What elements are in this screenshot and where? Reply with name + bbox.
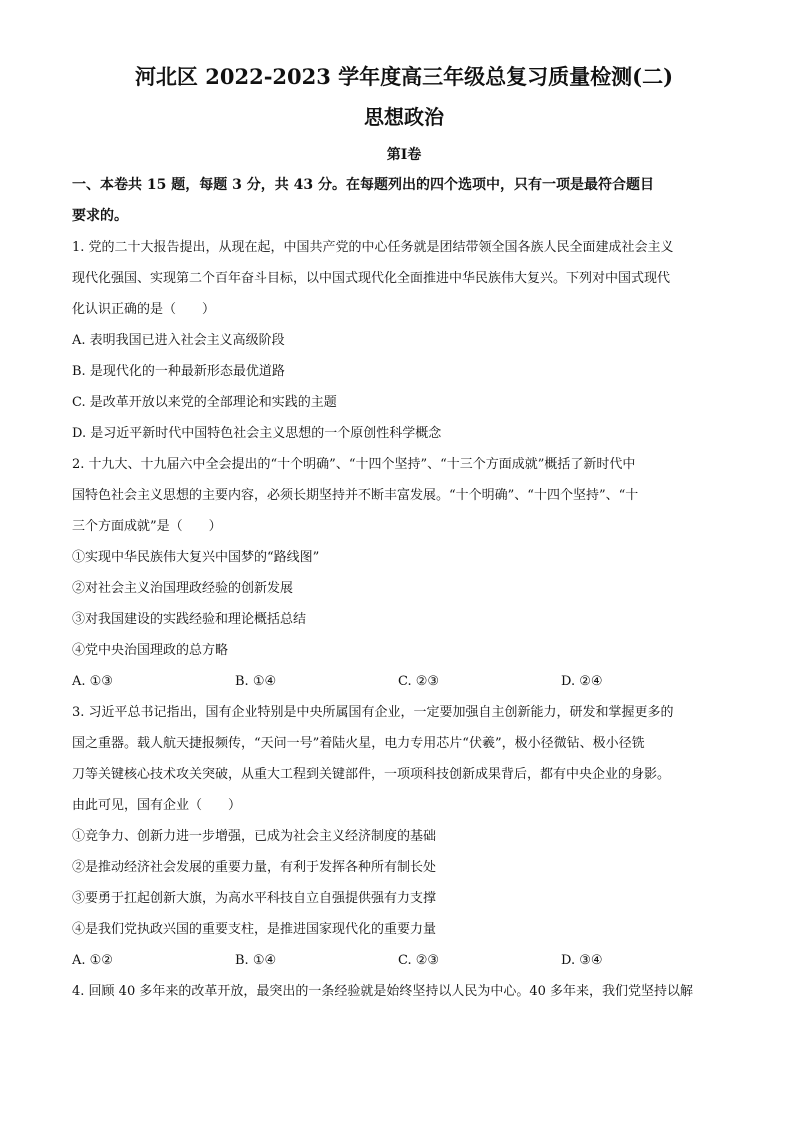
statement-3: ③要勇于扛起创新大旗，为高水平科技自立自强提供强有力支撑: [72, 891, 437, 906]
question-stem-line: 化认识正确的是（ ）: [72, 302, 216, 317]
statement-1: ①实现中华民族伟大复兴中国梦的“路线图”: [72, 550, 320, 565]
option-d: D. 是习近平新时代中国特色社会主义思想的一个原创性科学概念: [72, 426, 442, 441]
question-stem-line: 1. 党的二十大报告提出，从现在起，中国共产党的中心任务就是团结带领全国各族人民全面建成社会主义: [72, 240, 674, 255]
option-a: A. ①②: [72, 953, 113, 968]
option-c: C. 是改革开放以来党的全部理论和实践的主题: [72, 395, 337, 410]
question-stem-line: 由此可见，国有企业（ ）: [72, 798, 242, 813]
option-c: C. ②③: [398, 674, 440, 689]
question-stem-line: 4. 回顾 40 多年来的改革开放，最突出的一条经验就是始终坚持以人民为中心。40 多年来，我们党坚持以解: [72, 984, 694, 999]
question-stem-line: 国特色社会主义思想的主要内容，必须长期坚持并不断丰富发展。“十个明确”、“十四个坚持”、“十: [72, 488, 639, 503]
option-d: D. ③④: [561, 953, 603, 968]
option-row: [72, 945, 736, 976]
question-stem-line: 2. 十九大、十九届六中全会提出的“十个明确”、“十四个坚持”、“十三个方面成就”概括了新时代中: [72, 457, 636, 472]
option-d: D. ②④: [561, 674, 603, 689]
question-stem-line: 现代化强国、实现第二个百年奋斗目标，以中国式现代化全面推进中华民族伟大复兴。下列对中国式现代: [72, 271, 671, 286]
section-instructions: [72, 170, 736, 232]
option-b: B. 是现代化的一种最新形态最优道路: [72, 364, 285, 379]
option-a: A. 表明我国已进入社会主义高级阶段: [72, 333, 285, 348]
question-3: [72, 697, 736, 976]
statement-4: ④是我们党执政兴国的重要支柱，是推进国家现代化的重要力量: [72, 922, 437, 937]
section-line: 要求的。: [72, 208, 128, 224]
question-4: [72, 976, 736, 1007]
option-a: A. ①③: [72, 674, 113, 689]
exam-title: 河北区 2022-2023 学年度高三年级总复习质量检测(二): [134, 64, 674, 89]
subject-title: 思想政治: [364, 105, 444, 129]
question-stem-line: 3. 习近平总书记指出，国有企业特别是中央所属国有企业，一定要加强自主创新能力，研发和掌握更多的: [72, 705, 674, 720]
option-row: [72, 666, 736, 697]
option-b: B. ①④: [235, 674, 277, 689]
section-line: 一、本卷共 15 题，每题 3 分，共 43 分。在每题列出的四个选项中，只有一项是最符合题目: [72, 177, 654, 193]
question-2: [72, 449, 736, 697]
question-stem-line: 三个方面成就”是（ ）: [72, 519, 222, 534]
question-1: [72, 232, 736, 449]
statement-1: ①竞争力、创新力进一步增强，已成为社会主义经济制度的基础: [72, 829, 437, 844]
statement-4: ④党中央治国理政的总方略: [72, 643, 229, 658]
option-c: C. ②③: [398, 953, 440, 968]
volume-label: 第Ⅰ卷: [386, 147, 422, 163]
statement-2: ②对社会主义治国理政经验的创新发展: [72, 581, 294, 596]
question-stem-line: 国之重器。载人航天捷报频传，“天问一号”着陆火星，电力专用芯片“伏羲”，极小径微钻、极小径铣: [72, 736, 645, 751]
statement-2: ②是推动经济社会发展的重要力量，有利于发挥各种所有制长处: [72, 860, 437, 875]
statement-3: ③对我国建设的实践经验和理论概括总结: [72, 612, 307, 627]
question-stem-line: 刀等关键核心技术攻关突破，从重大工程到关键部件，一项项科技创新成果背后，都有中央企业的身影。: [72, 767, 671, 782]
option-b: B. ①④: [235, 953, 277, 968]
